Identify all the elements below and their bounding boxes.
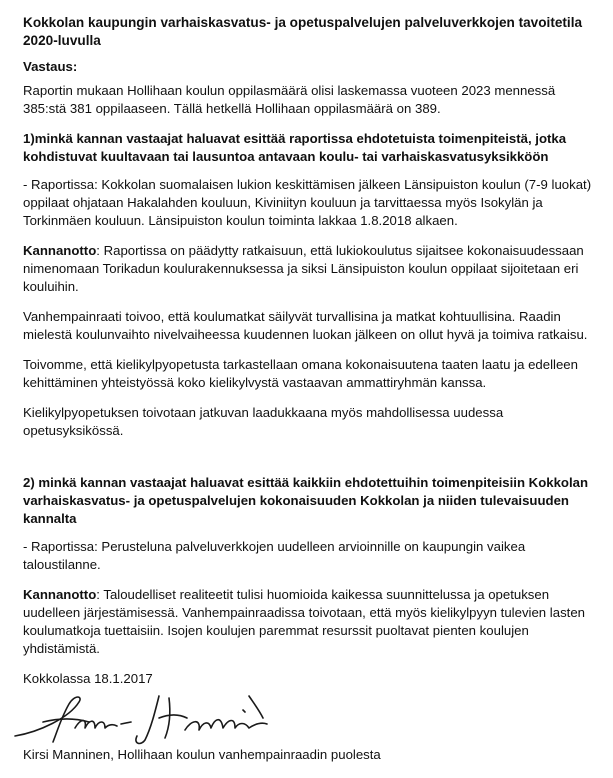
q1-paragraph-3: Toivomme, että kielikylpyopetusta tarkastellaan omana kokonaisuutena taaten laatu ja edelleen kehittäminen yhteistyössä koko kielikylvystä vastaavan ammattiryhmän kanssa. (23, 357, 578, 390)
place-and-date: Kokkolassa 18.1.2017 (23, 671, 153, 686)
q1-stance-paragraph (23, 242, 598, 296)
question-1: 1)minkä kannan vastaajat haluavat esittää raportissa ehdotetuista toimenpiteistä, jotka kohdistuvat kuultavaan tai lausuntoa antavaan koulu- tai varhaiskasvatusyksikköön (23, 131, 567, 164)
q2-report-paragraph: - Raportissa: Perusteluna palveluverkkojen uudelleen arvioinnille on kaupungin vaikea taloustilanne. (23, 539, 526, 572)
q2-stance-text: : Taloudelliset realiteetit tulisi huomioida kaikessa suunnittelussa ja opetuksen uudelleen järjestämisessä. Vanhempainraadissa toivotaan, että myös kielikylpyyn tulevien lasten koulumatkoja tuettaisiin. Isojen koulujen paremmat resurssit puoltavat pienten koulujen yhdistämistä. (23, 587, 585, 656)
question-2: 2) minkä kannan vastaajat haluavat esittää kaikkiin ehdotettuihin toimenpiteisiin Kokkolan varhaiskasvatus- ja opetuspalvelujen kokonaisuuden Kokkolan ja niiden tulevaisuuden kannalta (23, 475, 589, 526)
q1-stance-text: : Raportissa on päädytty ratkaisuun, että lukiokoulutus sijaitsee kokonaisuudessaan nimenomaan Torikadun koulurakennuksessa ja siksi Länsipuiston koulun oppilaat sijoitetaan eri kouluihin. (23, 243, 584, 294)
document-title: Kokkolan kaupungin varhaiskasvatus- ja opetuspalvelujen palveluverkkojen tavoitetila 2020-luvulla (23, 15, 583, 48)
answer-heading: Vastaus: (23, 59, 78, 74)
signature-caption: Kirsi Manninen, Hollihaan koulun vanhempainraadin puolesta (23, 747, 381, 762)
q1-paragraph-4: Kielikylpyopetuksen toivotaan jatkuvan laadukkaana myös mahdollisessa uudessa opetusyksikössä. (23, 405, 504, 438)
section-gap (23, 452, 598, 474)
q2-stance-label: Kannanotto (23, 587, 97, 602)
q2-stance-paragraph (23, 586, 598, 658)
q1-stance-label: Kannanotto (23, 243, 97, 258)
intro-paragraph: Raportin mukaan Hollihaan koulun oppilasmäärä olisi laskemassa vuoteen 2023 mennessä 385:stä 381 oppilaaseen. Tällä hetkellä Hollihaan oppilasmäärä on 389. (23, 83, 556, 116)
handwritten-signature (9, 688, 289, 746)
letter-page (23, 14, 598, 764)
q1-report-paragraph: - Raportissa: Kokkolan suomalaisen lukion keskittämisen jälkeen Länsipuiston koulun (7-9 luokat) oppilaat ohjataan Hakalahden kouluun, Kiviniityn kouluun ja tarvittaessa myös Isokylän ja Torkinmäen kouluun. Länsipuiston koulun toiminta lakkaa 1.8.2018 alkaen. (23, 177, 592, 228)
q1-paragraph-2: Vanhempainraati toivoo, että koulumatkat säilyvät turvallisina ja matkat kohtuullisina. Raadin mielestä koulunvaihto nivelvaiheessa kuudennen luokan jälkeen on ollut hyvä ja toimiva ratkaisu. (23, 309, 588, 342)
